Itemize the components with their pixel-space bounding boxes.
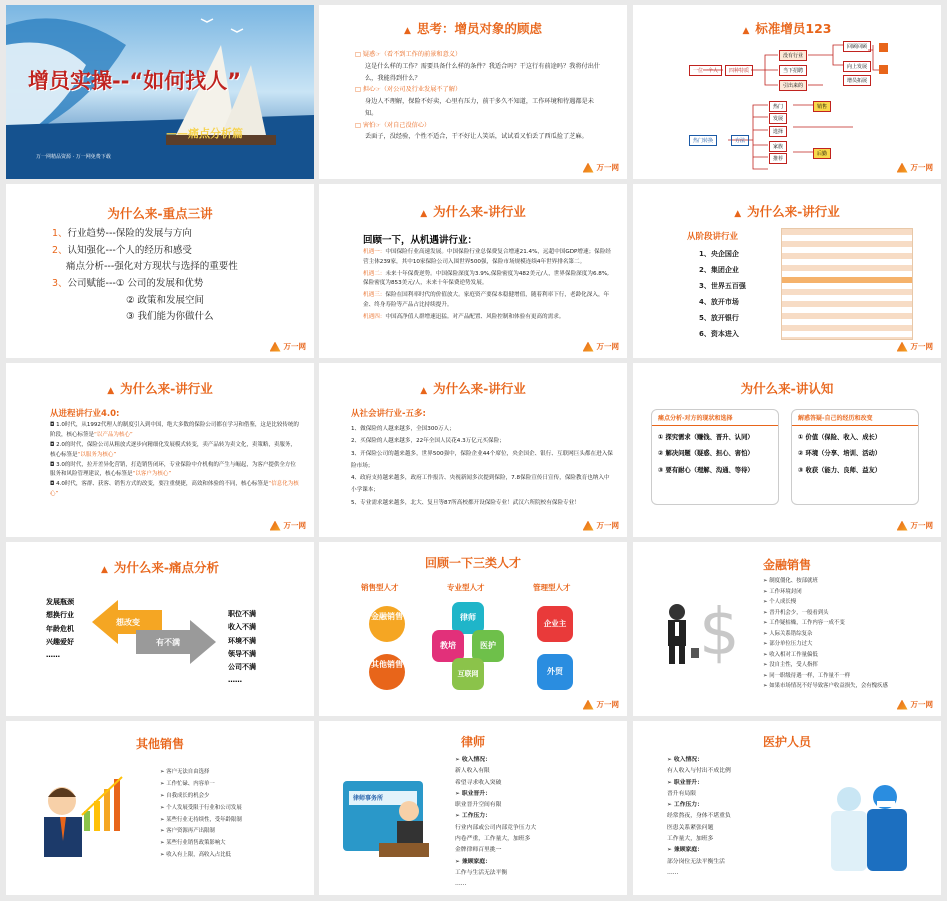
- brand-logo: 万一网: [270, 520, 307, 531]
- slide-concerns[interactable]: [319, 5, 627, 179]
- node: 推荐: [769, 153, 787, 164]
- slide-title: ▲ 为什么来-讲行业: [420, 204, 526, 219]
- right-list: 职位不满 收入不满 环境不满 领导不满 公司不满 ……: [228, 610, 256, 685]
- node: 四种特质: [725, 65, 753, 76]
- brand-logo: 万一网: [897, 699, 934, 710]
- brand-logo: 万一网: [583, 341, 620, 352]
- brand-logo: 万一网: [583, 699, 620, 710]
- cover-tag: 万一网精品资源 · 万一网免费下载: [36, 154, 111, 160]
- society-body: 1、做保险的人越来越多，全国300万人； 2、买保险的人越来越多，22年全国人民花4.3万亿元买保险； 3、开保险公司的越来越多，世界500强中，保险企业44个席位，央企国企、银行、互联网巨头都在进入保险市场； 4、政府支持越来越多，政府工作报告、央视新闻多次提到保险，7.8保险宣传日宣传，保险教育也纳入中小学课本； 5、专业需求越来越多，北大、复旦等87所高校都开设保险专业！武汉六所院校有保险专业！: [351, 426, 613, 506]
- slide-financial-sales[interactable]: [633, 542, 941, 716]
- brand-logo: 万一网: [897, 162, 934, 173]
- pain-analysis-card: 痛点分析-对方的现状和选择 ① 探究需求（赚钱、晋升、认同） ② 解决问题（疑惑、担心、害怕） ③ 要有耐心（理解、沟通、等待）: [651, 409, 779, 505]
- node: 热门: [769, 101, 787, 112]
- slide-title: 医护人员: [762, 735, 811, 749]
- category-professional: 专业型人才: [447, 583, 485, 592]
- slide-title: ▲ 为什么来-讲行业: [734, 204, 840, 219]
- slide-title: ▲ 为什么来-痛点分析: [100, 560, 220, 575]
- node: 一位一个人: [689, 65, 722, 76]
- hex-internet: 互联网: [452, 658, 484, 690]
- slide-title: ▲ 标准增员123: [742, 21, 832, 36]
- node: 回顾回顾: [843, 41, 871, 52]
- node: 方法: [731, 135, 749, 146]
- hex-financial-sales: 金融销售: [369, 606, 405, 642]
- arrows: [6, 542, 314, 716]
- slide-three-points[interactable]: [6, 184, 314, 358]
- slide-industry-opportunity[interactable]: [319, 184, 627, 358]
- slide-title: ▲ 思考：增员对象的顾虑: [404, 21, 542, 36]
- concerns-body: □ 疑惑☞（看不到工作的前景和意义） 这是什么样的工作？需要具备什么样的条件？我适合吗？干这行有前途吗？我将付出什么，我能得到什么？ □ 担心☞（对公司及行业发展不了解） 身边人不理解，保险不好卖，心里有压力，前干多久不知道，工作环境和待遇都是未知。 □ 害怕☞（对自己没信心） 丢面子，没经验，个性不适合，干不好让人笑话，试试看又怕丢了西瓜捡了芝麻。: [355, 51, 601, 141]
- slide-standard-123[interactable]: [633, 5, 941, 179]
- slide-title: 为什么来-讲认知: [740, 381, 834, 396]
- hex-lawyer: 律师: [452, 602, 484, 634]
- hex-other-sales: 其他销售: [369, 654, 405, 690]
- slide-title: 为什么来-重点三讲: [107, 206, 213, 221]
- financial-sales-list: ➢ 制度僵化、按部就班 ➢ 工作环境封闭 ➢ 个人成长慢 ➢ 晋升机会少，一般看到头 ➢ 工作疑枯燥，工作内容一成不变 ➢ 人际关系错综复杂 ➢ 部分单位压力过大 ➢ 收入相对工作量偏低 ➢ 没自主性，受人指挥 ➢ 同一职级待遇一样，工作量不一样 ➢ 如果市场情况不好导致客户收益损失，会有愧疚感: [763, 578, 888, 690]
- subtitle: 回顾一下，从机遇讲行业：: [363, 235, 478, 246]
- other-sales-list: ➢ 客户无法自由选择 ➢ 工作忙碌、内容单一 ➢ 自我成长的机会少 ➢ 个人发展受限于行业和公司发展 ➢ 某些行业无持续性，受年龄限制 ➢ 客户资源再产出限制 ➢ 某些行业销售政策影响大 ➢ 收入有上限，高收入占比低: [160, 769, 242, 859]
- lawyer-office-image: [339, 771, 449, 871]
- medical-staff-image: [813, 775, 923, 885]
- slide-cover[interactable]: [6, 5, 314, 179]
- slide-pain-analysis[interactable]: [6, 542, 314, 716]
- brand-logo: 万一网: [583, 520, 620, 531]
- hex-foreign-trade: 外贸: [537, 654, 573, 690]
- node: 引出来的: [779, 80, 807, 91]
- node: 增员拓展: [843, 75, 871, 86]
- hex-education: 教培: [432, 630, 464, 662]
- slide-title: 回顾一下三类人才: [424, 556, 521, 570]
- node-mark: [879, 65, 888, 74]
- slide-industry-progress[interactable]: [6, 363, 314, 537]
- brand-logo: 万一网: [897, 520, 934, 531]
- points-list: 1、行业趋势---保险的发展与方向 2、认知强化---个人的经历和感受 痛点分析---强化对方现状与选择的重要性 3、公司赋能---① 公司的发展和优势 ② 政策和发展空间 ③ 我们能为你做什么: [52, 228, 238, 323]
- slide-industry-stage[interactable]: [633, 184, 941, 358]
- node: 没有行业: [779, 50, 807, 61]
- hex-medical: 医护: [472, 630, 504, 662]
- subtitle: 从进程讲行业4.0:: [50, 409, 120, 419]
- businessman-dollar-image: [651, 592, 741, 672]
- medical-body: ➢ 收入情况： 有人收入与付出不成比例 ➢ 职业晋升： 晋升有局限 ➢ 工作压力： 经常熬夜，身体不堪重负 医患关系紧张问题 工作量大，加班多 ➢ 兼顾家庭： 部分岗位无法平衡生活 ……: [667, 757, 731, 876]
- node: 发展: [769, 113, 787, 124]
- slide-lawyer[interactable]: [319, 721, 627, 895]
- slide-title: 其他销售: [135, 737, 184, 751]
- category-management: 管理型人才: [533, 583, 571, 592]
- brand-logo: 万一网: [583, 162, 620, 173]
- answer-card: 解惑答疑-自己的经历和改变 ① 价值（保险、收入、成长） ② 环境（分享、培训、活动） ③ 收获（能力、良师、益友）: [791, 409, 919, 505]
- subtitle: 从阶段讲行业: [687, 232, 739, 242]
- slide-title: 金融销售: [762, 558, 811, 572]
- left-list: 发展瓶颈 想换行业 年龄危机 兴趣爱好 ……: [46, 598, 74, 660]
- category-sales: 销售型人才: [361, 583, 399, 592]
- node: 选择: [769, 126, 787, 137]
- hex-entrepreneur: 企业主: [537, 606, 573, 642]
- node: 当下招聘: [779, 65, 807, 76]
- progress-body: ◘ 1.0时代，从1992代理人的制度引入到中国，绝大多数的保险公司都在学习和借鉴，这是比较传统的阶段，核心标签是“以产品为核心” ◘ 2.0的时代，保险公司从粗放式逐步向精细化发展模式转变，卖产品转为卖文化，卖策略，卖服务，核心标签是“以服务为核心” ◘ 3.0的时代，拉开差异化营销，打造销售闭环，专业保险中介机构的产生与崛起，为客户提供全方位服务和风险管理建议，核心标签是“以客户为核心” ◘ 4.0时代，客群、获客、销售方式的改变，要注重便捷，高效和体验的不同，核心标签是“信息化为核心”: [50, 422, 299, 498]
- arrow-label-change: 想改变: [116, 618, 140, 627]
- node-mark: [879, 43, 888, 52]
- lawyer-body: ➢ 收入情况： 新人收入有限 希望寻求收入突破 ➢ 职业晋升： 职业晋升空间有限 ➢ 工作压力： 行业内部或公司内部竞争压力大 内卷严重，工作量大，加班多 金牌律师百里挑一 ➢ 兼顾家庭： 工作与生活无法平衡 ……: [455, 757, 537, 888]
- node: 销售: [813, 101, 831, 112]
- slide-three-talents[interactable]: [319, 542, 627, 716]
- slide-other-sales[interactable]: [6, 721, 314, 895]
- node: 热门转换: [689, 135, 717, 146]
- stage-list: 1、央企国企 2、集团企业 3、世界五百强 4、放开市场 5、放开银行 6、资本进入: [699, 250, 746, 339]
- slide-industry-society[interactable]: [319, 363, 627, 537]
- subtitle: 从社会讲行业-五多:: [351, 409, 426, 419]
- office-sign: 律师事务所: [353, 795, 384, 802]
- slide-title: ▲ 为什么来-讲行业: [420, 381, 526, 396]
- slide-medical[interactable]: [633, 721, 941, 895]
- node: 后勤: [813, 148, 831, 159]
- opportunity-body: 机遇一：中国保险行业高速发展。中国保险行业总保费复合增速21.4%，远超中国GDP增速；保险经营主体239家，其中10家保险公司入围世界500强，保险市场规模连续4年世界排名第二。 机遇二：未来十年保费逆势。中国保险深度为3.9%,保险密度为482美元/人，世界保险深度为6.8%,保险密度为853美元/人，未来十年保费逆势发展。 机遇三：保险在国利率时代的价值放大。家庭资产要保本稳健增值，随着利率下行，老龄化深入，年金、终身寿险等产品占比持续提升。 机遇四：中国高净值人群增速迅猛。对产品配置、风险控制和体验有更高的需求。: [363, 249, 611, 320]
- node: 向上发展: [843, 61, 871, 72]
- businessman-chart-image: [32, 771, 132, 871]
- slide-title: 律师: [460, 735, 485, 749]
- cover-title: 增员实操--“如何找人”: [28, 69, 242, 93]
- brand-logo: 万一网: [897, 341, 934, 352]
- slide-cognition[interactable]: [633, 363, 941, 537]
- brand-logo: 万一网: [270, 341, 307, 352]
- company-table-image: [781, 228, 913, 340]
- svg-text:$: $: [699, 596, 740, 670]
- cover-subtitle: ——痛点分析篇: [166, 127, 243, 140]
- arrow-label-dissatisfied: 有不满: [156, 638, 180, 647]
- slide-title: ▲ 为什么来-讲行业: [107, 381, 213, 396]
- node: 家族: [769, 141, 787, 152]
